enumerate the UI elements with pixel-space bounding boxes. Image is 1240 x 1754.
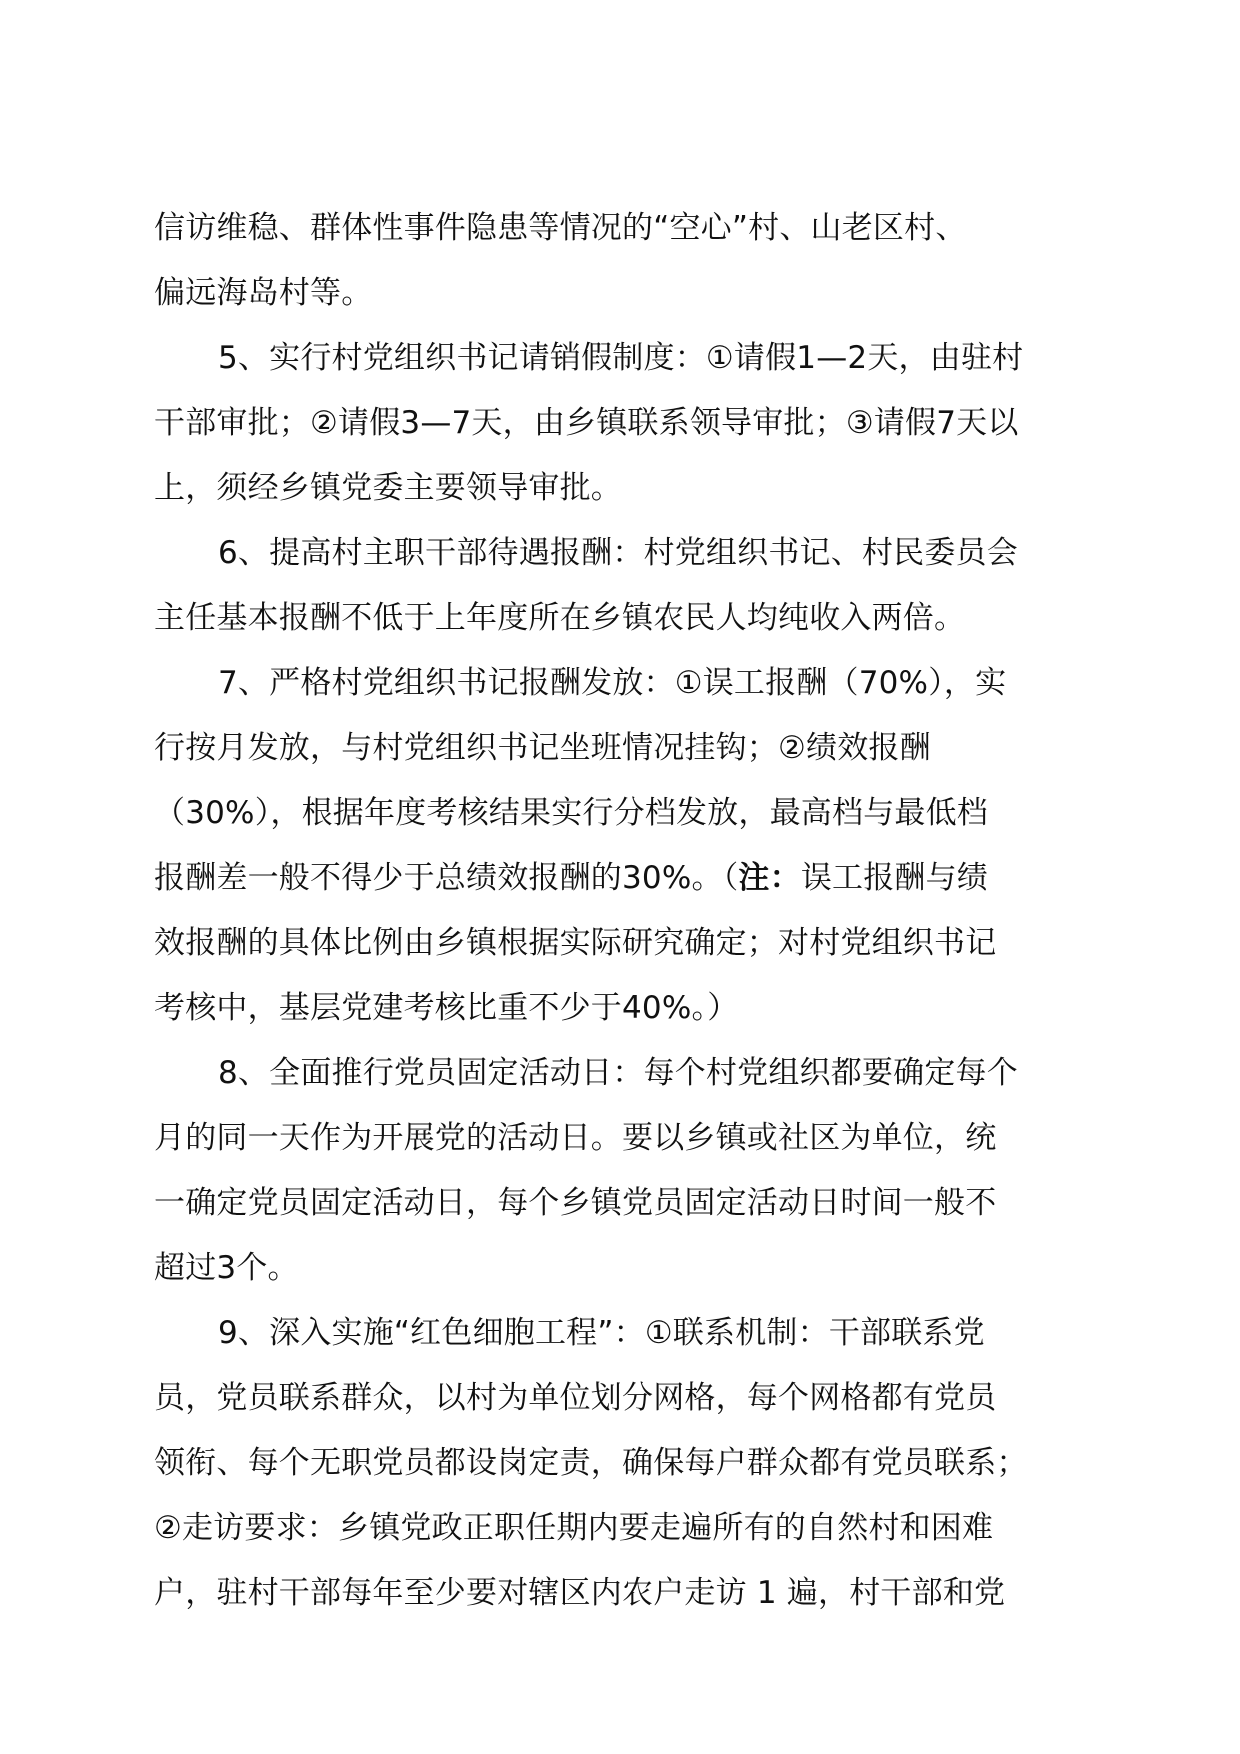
text-line: 干部审批；②请假3—7天，由乡镇联系领导审批；③请假7天以 xyxy=(154,405,1019,441)
note-text: 误工报酬与绩 xyxy=(800,860,989,896)
paragraph-5-start: 5、实行村党组织书记请销假制度：①请假1—2天，由驻村 xyxy=(218,340,1024,376)
text-line: 偏远海岛村等。 xyxy=(154,275,373,311)
text-line: 考核中，基层党建考核比重不少于40%。） xyxy=(154,990,739,1026)
text-line: 主任基本报酬不低于上年度所在乡镇农民人均纯收入两倍。 xyxy=(154,600,966,636)
text-line: （30%），根据年度考核结果实行分档发放，最高档与最低档 xyxy=(154,795,988,831)
text-line: 超过3个。 xyxy=(154,1250,299,1286)
text-line: 员，党员联系群众，以村为单位划分网格，每个网格都有党员 xyxy=(154,1380,997,1416)
paragraph-9-start: 9、深入实施“红色细胞工程”：①联系机制：干部联系党 xyxy=(218,1315,985,1351)
text-line: 月的同一天作为开展党的活动日。要以乡镇或社区为单位，统 xyxy=(154,1120,997,1156)
note-prefix-text: 报酬差一般不得少于总绩效报酬的30%。（ xyxy=(154,860,739,896)
text-line-with-note xyxy=(154,846,1094,911)
text-line: 领衔、每个无职党员都设岗定责，确保每户群众都有党员联系； xyxy=(154,1445,1028,1481)
text-line: 户，驻村干部每年至少要对辖区内农户走访 1 遍，村干部和党 xyxy=(154,1575,1006,1611)
note-label: 注： xyxy=(738,860,801,896)
text-line: ②走访要求：乡镇党政正职任期内要走遍所有的自然村和困难 xyxy=(154,1510,994,1546)
paragraph-8-start: 8、全面推行党员固定活动日：每个村党组织都要确定每个 xyxy=(218,1055,1018,1091)
body-text xyxy=(154,196,1094,1626)
paragraph-6-start: 6、提高村主职干部待遇报酬：村党组织书记、村民委员会 xyxy=(218,535,1018,571)
text-line: 上，须经乡镇党委主要领导审批。 xyxy=(154,470,622,506)
text-line: 行按月发放，与村党组织书记坐班情况挂钩；②绩效报酬 xyxy=(154,730,931,766)
text-line: 一确定党员固定活动日，每个乡镇党员固定活动日时间一般不 xyxy=(154,1185,997,1221)
paragraph-7-start: 7、严格村党组织书记报酬发放：①误工报酬（70%），实 xyxy=(218,665,1007,701)
text-line: 效报酬的具体比例由乡镇根据实际研究确定；对村党组织书记 xyxy=(154,925,997,961)
text-line: 信访维稳、群体性事件隐患等情况的“空心”村、山老区村、 xyxy=(154,210,967,246)
